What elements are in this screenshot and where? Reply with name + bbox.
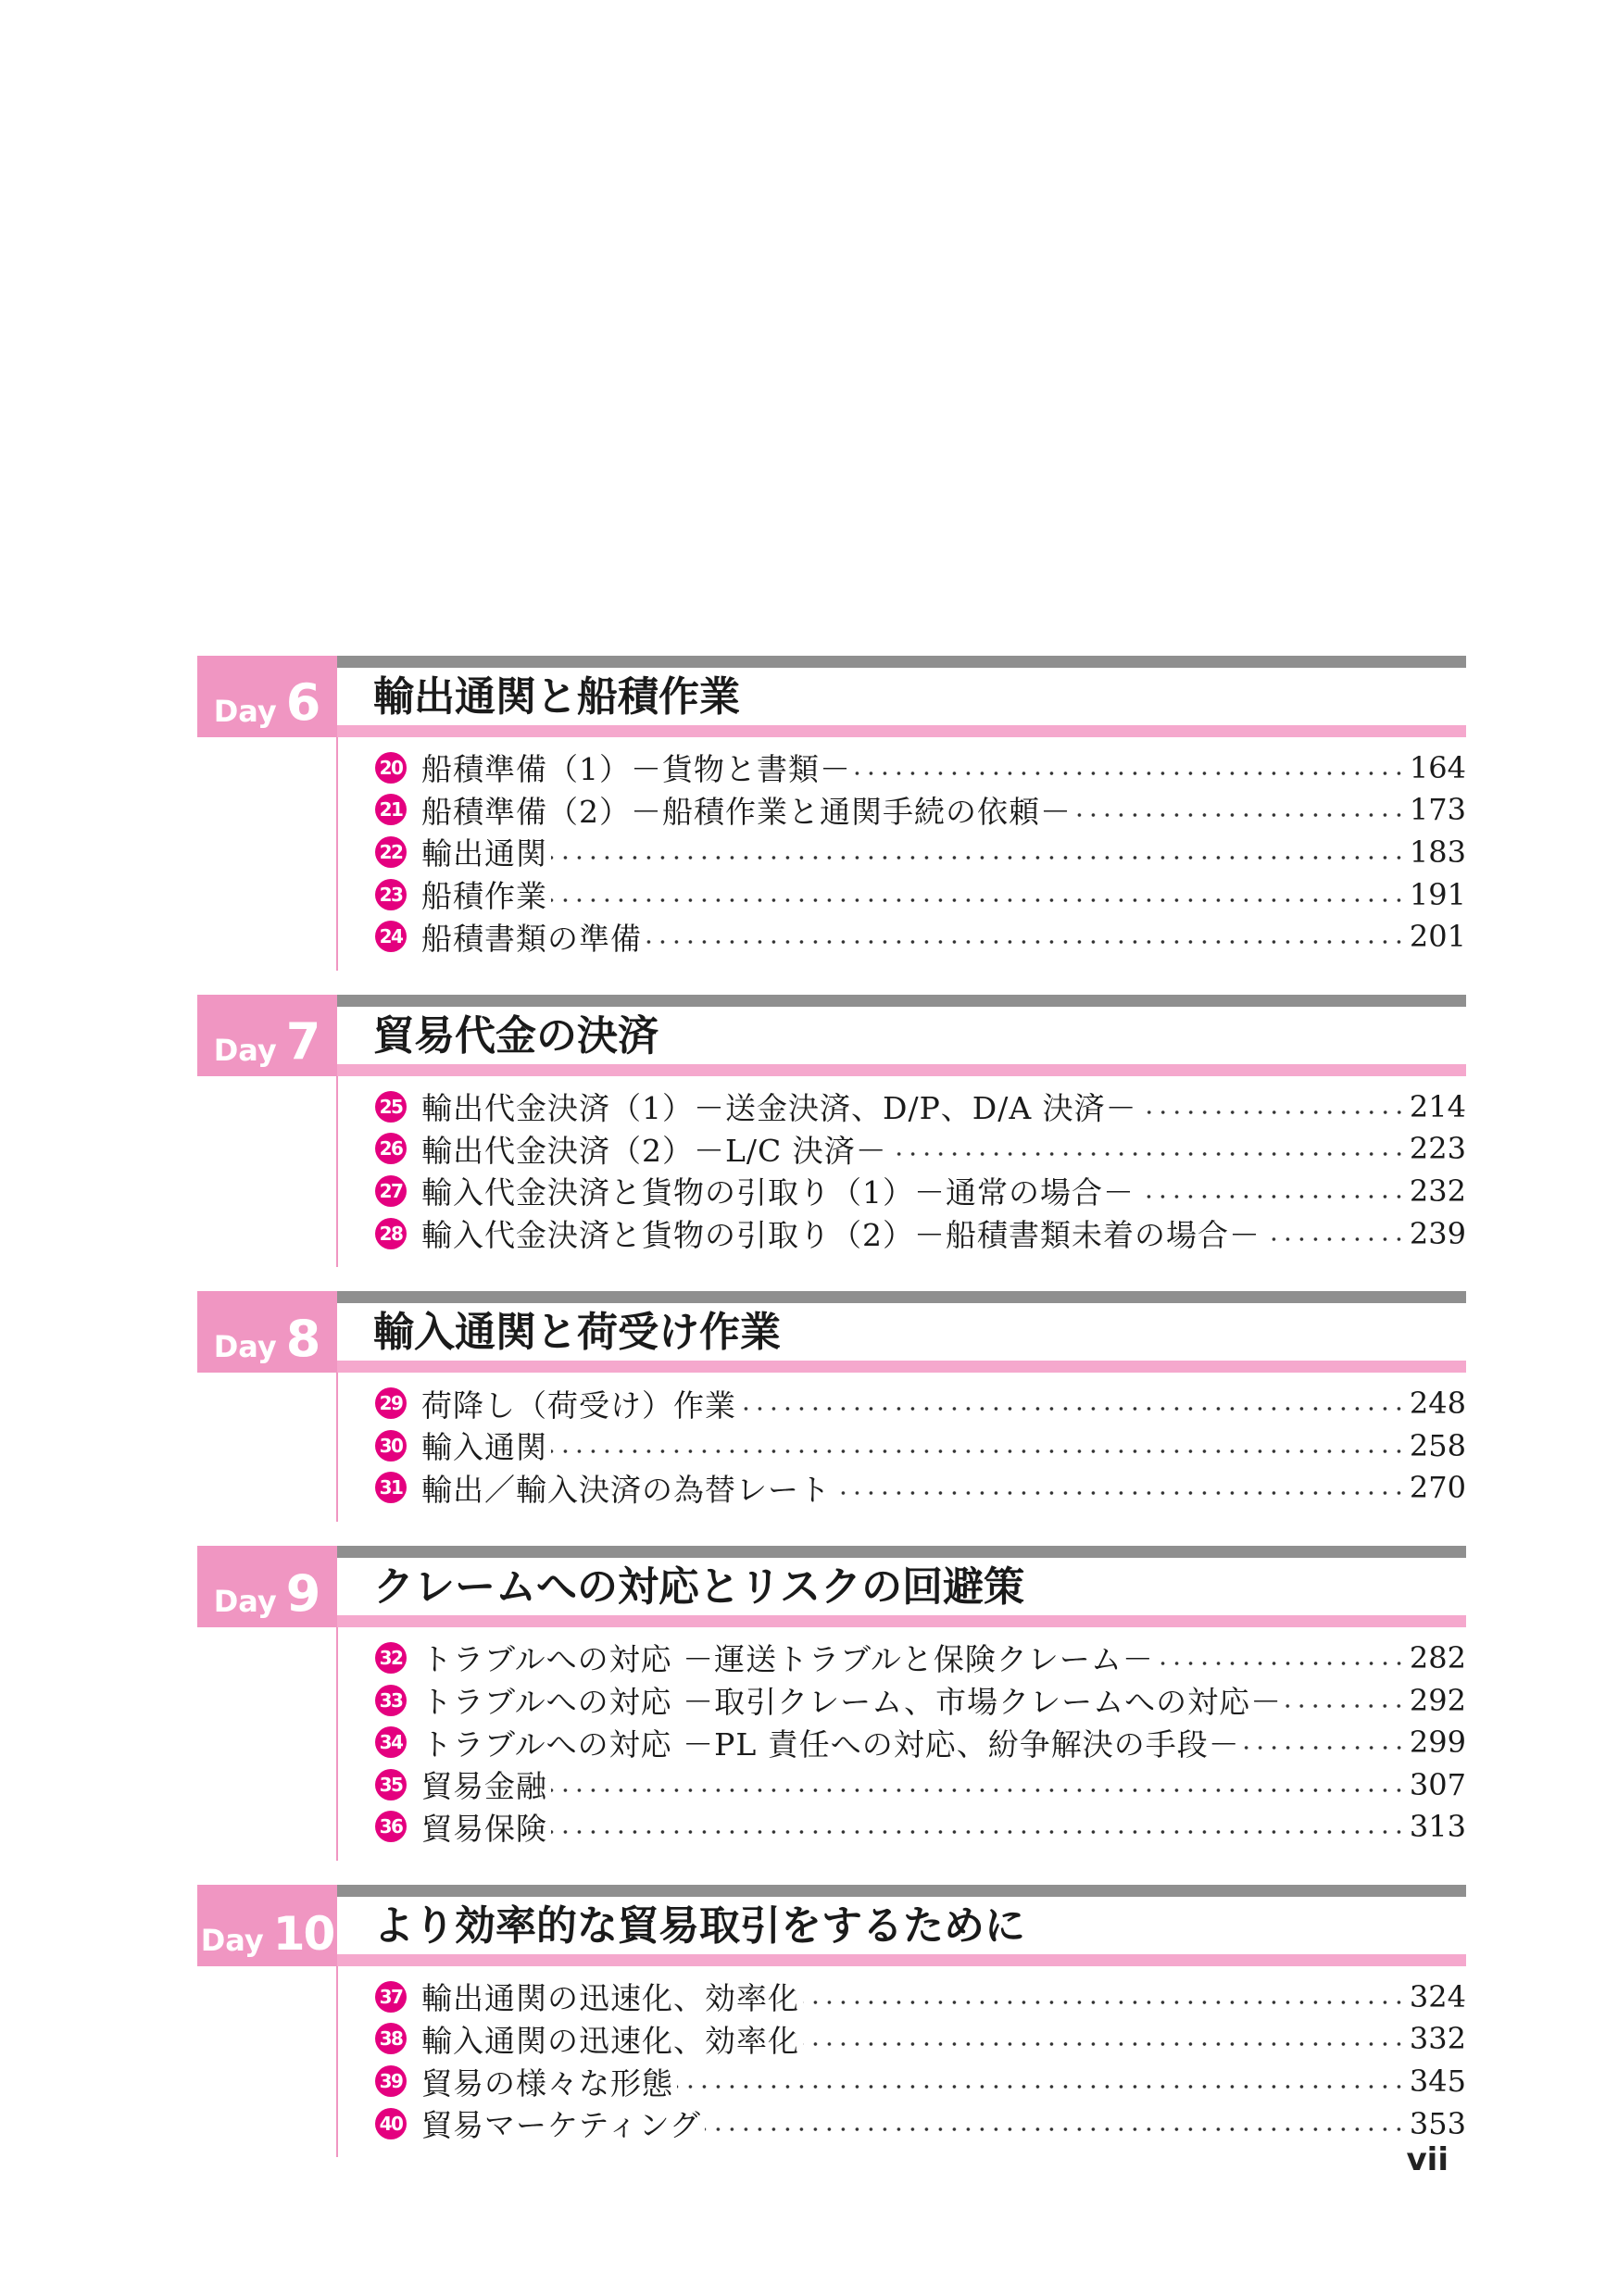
day-title: クレームへの対応とリスクの回避策 bbox=[373, 1563, 1025, 1612]
toc-entry[interactable] bbox=[338, 1212, 1466, 1255]
day-section bbox=[197, 656, 1466, 971]
entry-title: 輸出／輸入決済の為替レート bbox=[421, 1471, 831, 1508]
lesson-number-badge: 23 bbox=[375, 879, 407, 910]
entry-page-number: 353 bbox=[1409, 2105, 1466, 2141]
header-rule-gray bbox=[337, 1885, 1466, 1897]
dot-leader bbox=[1075, 813, 1406, 817]
dot-leader bbox=[551, 856, 1406, 859]
entry-page-number: 324 bbox=[1409, 1978, 1466, 2014]
entry-page-number: 258 bbox=[1409, 1427, 1466, 1463]
toc-entry[interactable] bbox=[338, 915, 1466, 958]
day-label: Day bbox=[200, 1923, 264, 1959]
toc-entry[interactable] bbox=[338, 2018, 1466, 2061]
day-entries bbox=[336, 737, 1466, 971]
dot-leader bbox=[834, 1491, 1406, 1495]
day-entries bbox=[336, 1966, 1466, 2157]
dot-leader bbox=[1158, 1662, 1406, 1665]
entry-title: トラブルへの対応 －PL 責任への対応、紛争解決の手段－ bbox=[421, 1725, 1240, 1763]
lesson-number-badge: 37 bbox=[375, 1981, 407, 2013]
entry-page-number: 201 bbox=[1409, 919, 1466, 955]
toc-entry[interactable] bbox=[338, 1170, 1466, 1212]
entry-page-number: 183 bbox=[1409, 834, 1466, 870]
dot-leader bbox=[677, 2085, 1406, 2089]
day-title: 輸出通関と船積作業 bbox=[373, 673, 740, 721]
dot-leader bbox=[740, 1407, 1406, 1411]
dot-leader bbox=[1286, 1704, 1406, 1708]
entry-title: 輸入通関の迅速化、効率化 bbox=[421, 2022, 799, 2059]
header-rule-gray bbox=[337, 1291, 1466, 1303]
day-title: 貿易代金の決済 bbox=[373, 1011, 658, 1060]
lesson-number-badge: 24 bbox=[375, 921, 407, 952]
dot-leader bbox=[855, 772, 1406, 775]
day-label: Day bbox=[213, 694, 277, 729]
entry-title: 輸出通関 bbox=[421, 835, 547, 872]
entry-title: トラブルへの対応 －運送トラブルと保険クレーム－ bbox=[421, 1641, 1154, 1678]
entry-page-number: 270 bbox=[1409, 1470, 1466, 1506]
dot-leader bbox=[551, 898, 1406, 902]
day-badge bbox=[197, 1291, 337, 1373]
header-rule-gray bbox=[337, 995, 1466, 1007]
header-rule-gray bbox=[337, 1546, 1466, 1558]
day-badge bbox=[197, 1885, 337, 1966]
dot-leader bbox=[803, 2001, 1406, 2004]
day-badge bbox=[197, 656, 337, 737]
dot-leader bbox=[891, 1152, 1406, 1156]
entry-title: 貿易保険 bbox=[421, 1810, 547, 1847]
toc-entry[interactable] bbox=[338, 1637, 1466, 1679]
lesson-number-badge: 39 bbox=[375, 2065, 407, 2097]
day-badge bbox=[197, 995, 337, 1076]
header-rule-pink bbox=[337, 1615, 1466, 1627]
toc-entry[interactable] bbox=[338, 1976, 1466, 2018]
lesson-number-badge: 36 bbox=[375, 1811, 407, 1842]
dot-leader bbox=[705, 2127, 1406, 2131]
dot-leader bbox=[1138, 1195, 1406, 1198]
toc-entry[interactable] bbox=[338, 873, 1466, 916]
toc-entry[interactable] bbox=[338, 1679, 1466, 1722]
entry-title: 輸入代金決済と貨物の引取り（2）－船積書類未着の場合－ bbox=[421, 1217, 1261, 1254]
day-title: より効率的な貿易取引をするために bbox=[373, 1902, 1025, 1951]
entry-title: 輸出代金決済（2）－L/C 決済－ bbox=[421, 1132, 887, 1169]
entry-title: 船積書類の準備 bbox=[421, 920, 642, 957]
lesson-number-badge: 32 bbox=[375, 1642, 407, 1674]
entry-page-number: 345 bbox=[1409, 2064, 1466, 2100]
dot-leader bbox=[646, 940, 1406, 944]
lesson-number-badge: 26 bbox=[375, 1133, 407, 1164]
toc-entry[interactable] bbox=[338, 789, 1466, 832]
day-label: Day bbox=[213, 1032, 277, 1068]
day-header bbox=[197, 995, 1466, 1076]
entry-page-number: 191 bbox=[1409, 876, 1466, 912]
entry-page-number: 313 bbox=[1409, 1809, 1466, 1845]
entry-title: 貿易金融 bbox=[421, 1768, 547, 1805]
day-number: 7 bbox=[285, 1012, 321, 1072]
dot-leader bbox=[551, 1830, 1406, 1834]
lesson-number-badge: 30 bbox=[375, 1430, 407, 1462]
toc-entry[interactable] bbox=[338, 1424, 1466, 1467]
entry-page-number: 332 bbox=[1409, 2021, 1466, 2057]
lesson-number-badge: 22 bbox=[375, 836, 407, 868]
entry-page-number: 223 bbox=[1409, 1131, 1466, 1167]
lesson-number-badge: 34 bbox=[375, 1726, 407, 1758]
dot-leader bbox=[551, 1788, 1406, 1792]
day-title: 輸入通関と荷受け作業 bbox=[373, 1309, 781, 1357]
day-number: 8 bbox=[285, 1309, 321, 1368]
day-section bbox=[197, 1546, 1466, 1861]
day-header bbox=[197, 1885, 1466, 1966]
dot-leader bbox=[1264, 1237, 1406, 1241]
dot-leader bbox=[1141, 1110, 1406, 1114]
entry-title: 荷降し（荷受け）作業 bbox=[421, 1386, 736, 1424]
day-header bbox=[197, 1291, 1466, 1373]
lesson-number-badge: 21 bbox=[375, 794, 407, 825]
entry-page-number: 307 bbox=[1409, 1766, 1466, 1802]
page-number: vii bbox=[1406, 2141, 1449, 2178]
day-entries bbox=[336, 1627, 1466, 1861]
toc-entry[interactable] bbox=[338, 747, 1466, 789]
day-entries bbox=[336, 1076, 1466, 1267]
lesson-number-badge: 38 bbox=[375, 2023, 407, 2054]
entry-page-number: 214 bbox=[1409, 1088, 1466, 1124]
entry-title: トラブルへの対応 －取引クレーム、市場クレームへの対応－ bbox=[421, 1684, 1283, 1721]
header-rule-gray bbox=[337, 656, 1466, 668]
header-rule-pink bbox=[337, 1361, 1466, 1373]
entry-title: 輸入通関 bbox=[421, 1429, 547, 1466]
lesson-number-badge: 28 bbox=[375, 1218, 407, 1249]
entry-page-number: 282 bbox=[1409, 1639, 1466, 1675]
table-of-contents bbox=[197, 656, 1466, 2181]
day-number: 6 bbox=[285, 673, 321, 733]
day-section bbox=[197, 1885, 1466, 2157]
toc-entry[interactable] bbox=[338, 831, 1466, 873]
day-section bbox=[197, 1291, 1466, 1522]
entry-title: 船積作業 bbox=[421, 878, 547, 915]
entry-page-number: 164 bbox=[1409, 749, 1466, 785]
entry-title: 貿易の様々な形態 bbox=[421, 2064, 673, 2102]
toc-entry[interactable] bbox=[338, 1085, 1466, 1128]
lesson-number-badge: 29 bbox=[375, 1387, 407, 1419]
day-header bbox=[197, 656, 1466, 737]
dot-leader bbox=[551, 1449, 1406, 1453]
lesson-number-badge: 40 bbox=[375, 2108, 407, 2139]
entry-title: 船積準備（1）－貨物と書類－ bbox=[421, 751, 851, 788]
entry-title: 貿易マーケティング bbox=[421, 2107, 702, 2144]
entry-page-number: 292 bbox=[1409, 1682, 1466, 1718]
entry-page-number: 299 bbox=[1409, 1725, 1466, 1761]
lesson-number-badge: 25 bbox=[375, 1091, 407, 1123]
toc-entry[interactable] bbox=[338, 1806, 1466, 1849]
entry-page-number: 173 bbox=[1409, 792, 1466, 828]
day-number: 10 bbox=[272, 1907, 334, 1962]
lesson-number-badge: 20 bbox=[375, 752, 407, 784]
entry-title: 船積準備（2）－船積作業と通関手続の依頼－ bbox=[421, 793, 1072, 830]
entry-title: 輸入代金決済と貨物の引取り（1）－通常の場合－ bbox=[421, 1174, 1135, 1211]
lesson-number-badge: 31 bbox=[375, 1472, 407, 1503]
dot-leader bbox=[803, 2042, 1406, 2046]
entry-title: 輸出通関の迅速化、効率化 bbox=[421, 1980, 799, 2017]
toc-entry[interactable] bbox=[338, 1721, 1466, 1763]
lesson-number-badge: 35 bbox=[375, 1769, 407, 1800]
day-section bbox=[197, 995, 1466, 1267]
day-number: 9 bbox=[285, 1563, 321, 1623]
toc-entry[interactable] bbox=[338, 1467, 1466, 1510]
day-entries bbox=[336, 1373, 1466, 1522]
day-header bbox=[197, 1546, 1466, 1627]
toc-entry[interactable] bbox=[338, 1382, 1466, 1424]
entry-page-number: 239 bbox=[1409, 1215, 1466, 1251]
dot-leader bbox=[1244, 1746, 1406, 1750]
entry-page-number: 248 bbox=[1409, 1386, 1466, 1422]
day-label: Day bbox=[213, 1584, 277, 1620]
toc-entry[interactable] bbox=[338, 1128, 1466, 1171]
day-badge bbox=[197, 1546, 337, 1627]
header-rule-pink bbox=[337, 1064, 1466, 1076]
toc-entry[interactable] bbox=[338, 2060, 1466, 2102]
day-label: Day bbox=[213, 1329, 277, 1365]
entry-page-number: 232 bbox=[1409, 1173, 1466, 1209]
toc-entry[interactable] bbox=[338, 2102, 1466, 2145]
header-rule-pink bbox=[337, 725, 1466, 737]
lesson-number-badge: 33 bbox=[375, 1685, 407, 1716]
lesson-number-badge: 27 bbox=[375, 1175, 407, 1207]
toc-entry[interactable] bbox=[338, 1763, 1466, 1806]
header-rule-pink bbox=[337, 1954, 1466, 1966]
entry-title: 輸出代金決済（1）－送金決済、D/P、D/A 決済－ bbox=[421, 1090, 1137, 1127]
